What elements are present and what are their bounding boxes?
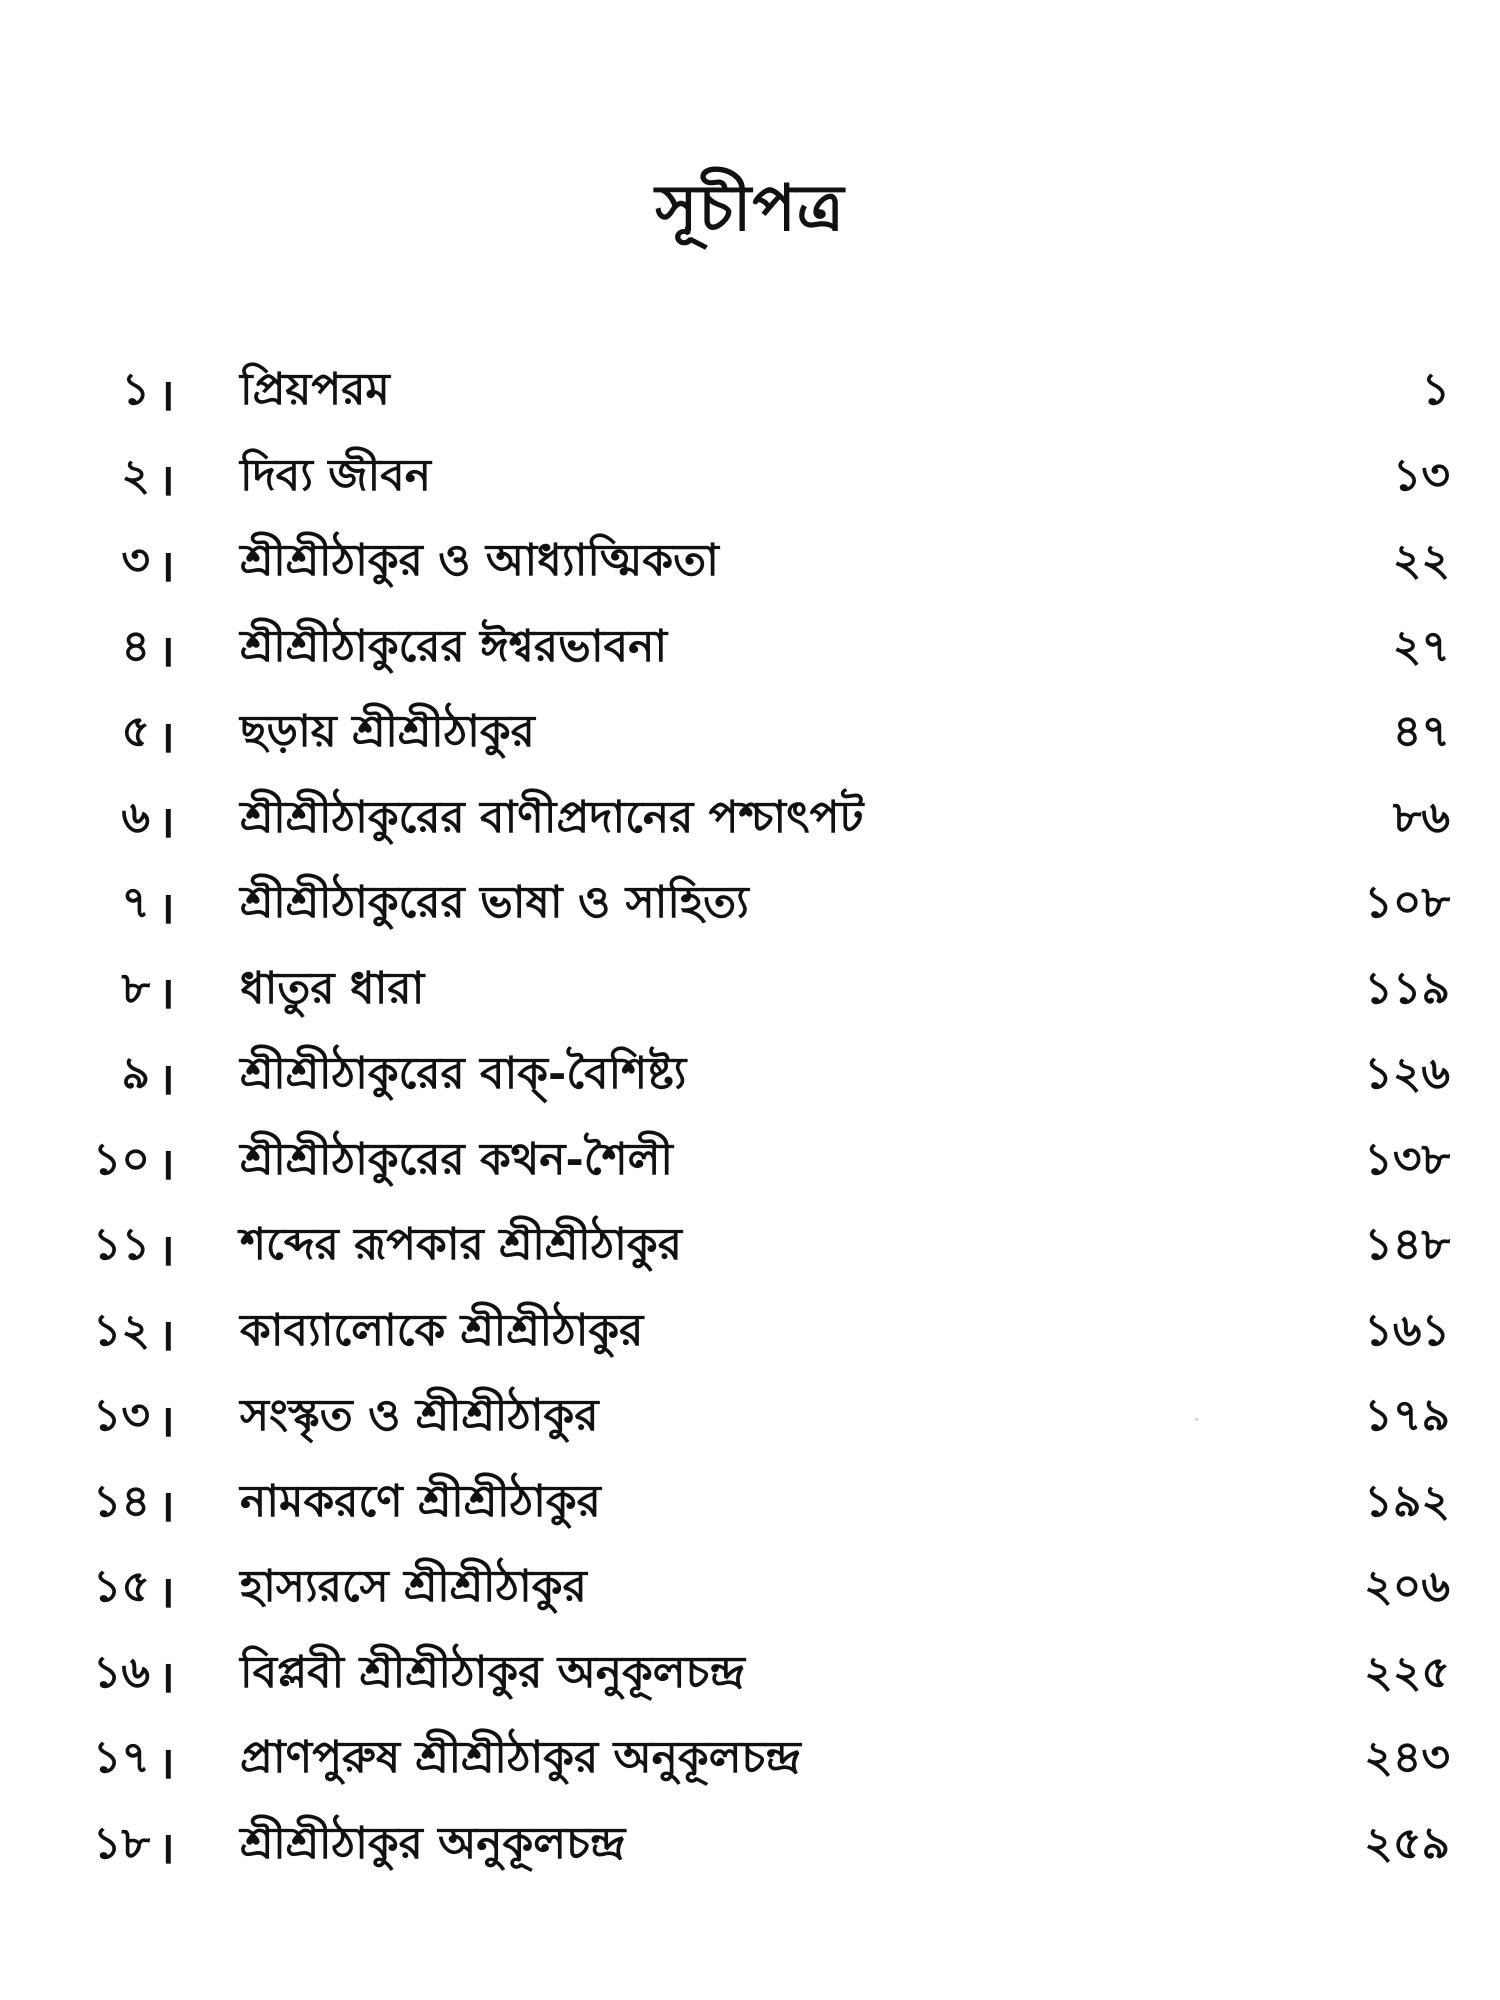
entry-page-number: ১ <box>1421 364 1450 416</box>
entry-number: ১৩ <box>92 1390 150 1442</box>
entry-title: কাব্যালোকে শ্রীশ্রীঠাকুর <box>240 1304 644 1356</box>
entry-separator: । <box>158 1310 175 1362</box>
toc-entry <box>60 778 1450 864</box>
entry-number: ১৫ <box>92 1561 150 1613</box>
entry-number: ৬ <box>121 791 150 843</box>
entry-separator: । <box>158 882 175 934</box>
entry-number: ৯ <box>121 1048 150 1100</box>
entry-number: ১ <box>121 364 150 416</box>
entry-number: ১৪ <box>92 1475 150 1527</box>
toc-entry <box>60 1291 1450 1377</box>
entry-page-number: ১০৮ <box>1364 877 1450 929</box>
entry-separator: । <box>158 455 175 507</box>
entry-separator: । <box>158 1395 175 1447</box>
entry-title: প্রাণপুরুষ শ্রীশ্রীঠাকুর অনুকূলচন্দ্র <box>240 1732 801 1784</box>
toc-entry <box>60 692 1450 778</box>
entry-title: শ্রীশ্রীঠাকুরের ভাষা ও সাহিত্য <box>240 877 749 929</box>
toc-entry <box>60 607 1450 693</box>
entry-number: ৮ <box>121 962 150 1014</box>
entry-page-number: ১২৬ <box>1364 1048 1450 1100</box>
entry-page-number: ১১৯ <box>1364 962 1450 1014</box>
toc-entry <box>60 350 1450 436</box>
toc-entry <box>60 1718 1450 1804</box>
toc-entry <box>60 436 1450 522</box>
entry-number: ৩ <box>121 535 150 587</box>
entry-separator: । <box>158 797 175 849</box>
entry-separator: । <box>158 1053 175 1105</box>
entry-separator: । <box>158 711 175 763</box>
entry-page-number: ২৫৯ <box>1364 1817 1450 1869</box>
toc-entry <box>60 1804 1450 1890</box>
entry-title: শ্রীশ্রীঠাকুরের কথন-শৈলী <box>240 1133 674 1185</box>
entry-number: ২ <box>121 449 150 501</box>
entry-title: দিব্য জীবন <box>240 449 431 501</box>
entry-page-number: ২৪৩ <box>1364 1732 1450 1784</box>
entry-title: নামকরণে শ্রীশ্রীঠাকুর <box>240 1475 601 1527</box>
toc-entry <box>60 1034 1450 1120</box>
entry-separator: । <box>158 1652 175 1704</box>
entry-number: ৫ <box>121 706 150 758</box>
entry-number: ৪ <box>121 620 150 672</box>
entry-page-number: ১৯২ <box>1364 1475 1450 1527</box>
toc-entry <box>60 863 1450 949</box>
entry-page-number: ১৭৯ <box>1364 1390 1450 1442</box>
toc-entry <box>60 1120 1450 1206</box>
entry-number: ১০ <box>92 1133 150 1185</box>
entry-title: শব্দের রূপকার শ্রীশ্রীঠাকুর <box>240 1219 682 1271</box>
entry-page-number: ২৭ <box>1392 620 1450 672</box>
entry-number: ১৬ <box>92 1646 150 1698</box>
entry-page-number: ৪৭ <box>1392 706 1450 758</box>
toc-entry <box>60 1205 1450 1291</box>
entry-page-number: ১৬১ <box>1364 1304 1450 1356</box>
entry-separator: । <box>158 369 175 421</box>
toc-entry <box>60 949 1450 1035</box>
entry-title: শ্রীশ্রীঠাকুর ও আধ্যাত্মিকতা <box>240 535 719 587</box>
entry-separator: । <box>158 540 175 592</box>
entry-separator: । <box>158 1481 175 1533</box>
entry-title: হাস্যরসে শ্রীশ্রীঠাকুর <box>240 1561 587 1613</box>
entry-page-number: ৮৬ <box>1392 791 1450 843</box>
page-title: সূচীপত্র <box>655 171 845 246</box>
toc-entry <box>60 1376 1450 1462</box>
entry-title: ধাতুর ধারা <box>240 962 425 1014</box>
entry-number: ১৭ <box>92 1732 150 1784</box>
toc-entry <box>60 1633 1450 1719</box>
entry-separator: । <box>158 968 175 1020</box>
entry-title: প্রিয়পরম <box>240 364 390 416</box>
entry-title: সংস্কৃত ও শ্রীশ্রীঠাকুর <box>240 1390 599 1442</box>
entry-separator: । <box>158 1737 175 1789</box>
entry-title: শ্রীশ্রীঠাকুরের বাণীপ্রদানের পশ্চাৎপট <box>240 791 864 843</box>
entry-number: ১৮ <box>92 1817 150 1869</box>
entry-separator: । <box>158 1823 175 1875</box>
toc-entry <box>60 1547 1450 1633</box>
entry-title: বিপ্লবী শ্রীশ্রীঠাকুর অনুকূলচন্দ্র <box>240 1646 745 1698</box>
entry-separator: । <box>158 626 175 678</box>
entry-separator: । <box>158 1224 175 1276</box>
entry-title: ছড়ায় শ্রীশ্রীঠাকুর <box>240 706 535 758</box>
toc-entry <box>60 1462 1450 1548</box>
entry-number: ১১ <box>92 1219 150 1271</box>
toc-entry <box>60 521 1450 607</box>
entry-separator: । <box>158 1139 175 1191</box>
entry-page-number: ২২ <box>1392 535 1450 587</box>
entry-title: শ্রীশ্রীঠাকুরের বাক্-বৈশিষ্ট্য <box>240 1048 687 1100</box>
entry-title: শ্রীশ্রীঠাকুরের ঈশ্বরভাবনা <box>240 620 668 672</box>
entry-number: ৭ <box>121 877 150 929</box>
entry-page-number: ১৩ <box>1392 449 1450 501</box>
table-of-contents <box>60 350 1450 1889</box>
entry-number: ১২ <box>92 1304 150 1356</box>
entry-page-number: ২২৫ <box>1364 1646 1450 1698</box>
paper-speck <box>1195 1418 1198 1421</box>
entry-page-number: ১৩৮ <box>1364 1133 1450 1185</box>
entry-page-number: ১৪৮ <box>1364 1219 1450 1271</box>
entry-title: শ্রীশ্রীঠাকুর অনুকূলচন্দ্র <box>240 1817 626 1869</box>
entry-separator: । <box>158 1566 175 1618</box>
entry-page-number: ২০৬ <box>1364 1561 1450 1613</box>
